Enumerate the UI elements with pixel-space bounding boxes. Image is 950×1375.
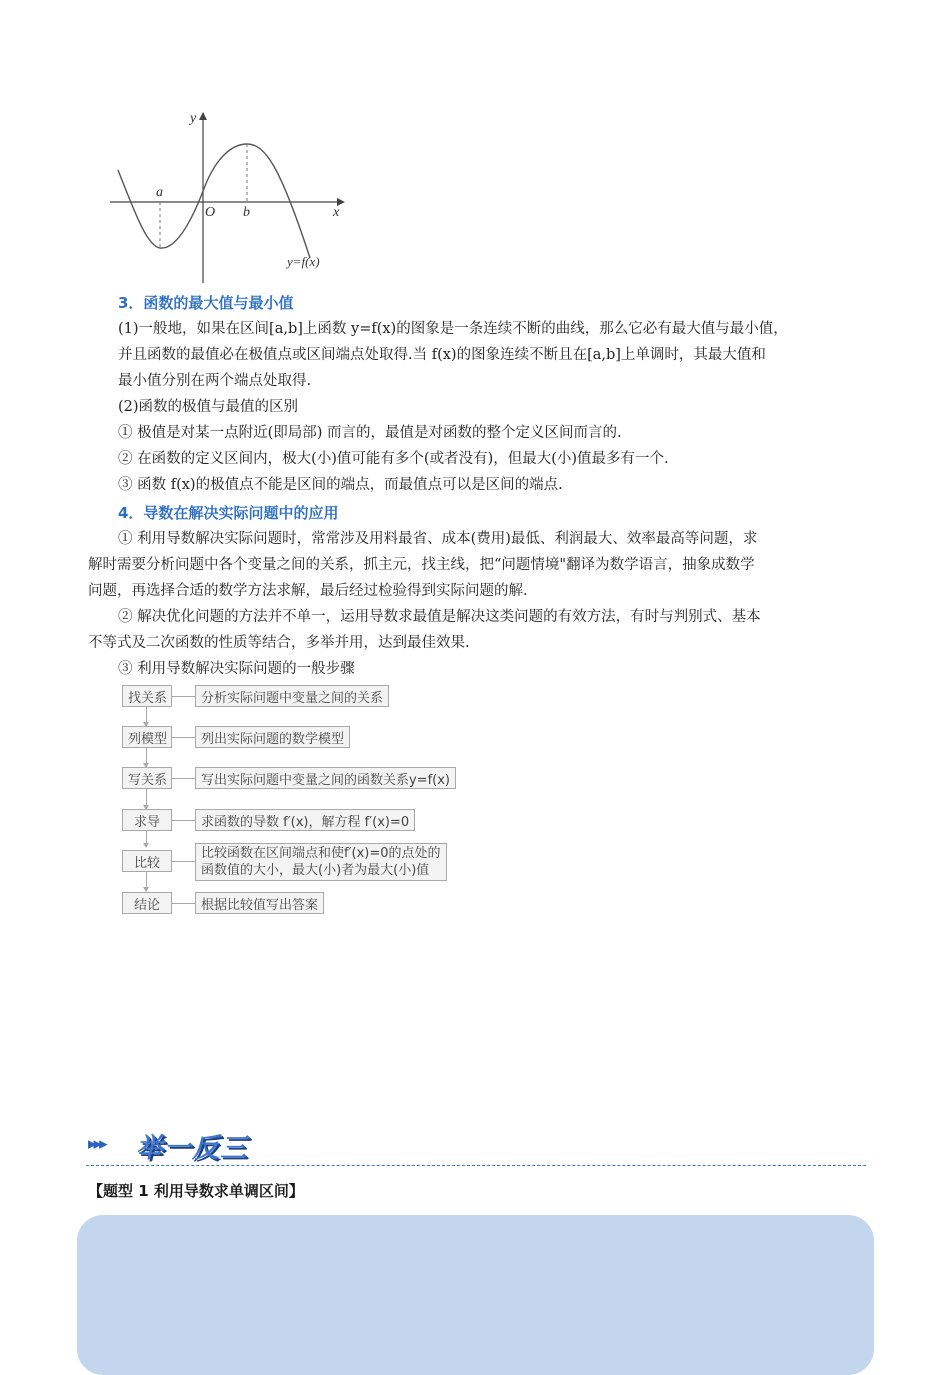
section-4-p3: ③ 利用导数解决实际问题的一般步骤 [118,661,355,677]
label-a: a [156,185,163,200]
flow-arrow-1 [146,707,147,726]
flow-step-2: 列模型 [122,726,172,748]
label-y: y [190,111,197,126]
label-origin: O [205,205,216,220]
section-3-p3: ① 极值是对某一点附近(即局部) 而言的，最值是对函数的整个定义区间而言的. [118,425,622,441]
flow-step-3: 写关系 [122,767,172,789]
question-panel [77,1215,874,1375]
flow-arrow-5 [146,872,147,891]
flow-desc-5 [195,843,447,881]
section-4-p2-line2: 不等式及二次函数的性质等结合，多举并用，达到最佳效果. [88,635,470,651]
banner-title: 举一反三 [136,1133,248,1164]
label-b: b [243,205,250,220]
flow-desc-2: 列出实际问题的数学模型 [195,726,350,748]
flow-arrow-2 [146,748,147,767]
flow-desc-5-line1: 比较函数在区间端点和使f′(x)=0的点处的 [201,846,441,861]
flow-step-4: 求导 [122,809,172,831]
flow-desc-6: 根据比较值写出答案 [195,892,324,914]
label-x: x [333,205,340,220]
section-3-p1-line1: (1)一般地，如果在区间[a,b]上函数 y=f(x)的图象是一条连续不断的曲线，那么它必有最大值与最小值， [118,321,788,337]
flow-arrow-3 [146,789,147,809]
section-4-p1-line1: ① 利用导数解决实际问题时，常常涉及用料最省、成本(费用)最低、利润最大、效率最高等问题，求 [118,531,758,547]
y-axis-arrow [199,112,207,120]
flow-step-5: 比较 [122,850,172,872]
label-curve: y=f(x) [287,254,320,269]
flow-desc-5-line2: 函数值的大小，最大(小)者为最大(小)值 [201,863,430,878]
flow-arrow-4 [146,831,147,847]
banner-divider [86,1165,866,1166]
section-4-p2-line1: ② 解决优化问题的方法并不单一，运用导数求最值是解决这类问题的有效方法，有时与判别式、基本 [118,609,761,625]
section-4-p1-line3: 问题，再选择合适的数学方法求解，最后经过检验得到实际问题的解. [88,583,528,599]
function-curve [118,144,310,258]
section-4-p1-line2: 解时需要分析问题中各个变量之间的关系，抓主元，找主线，把“问题情境"翻译为数学语言，抽象成数学 [88,557,755,573]
flow-step-1: 找关系 [122,685,172,707]
section-4-heading: 4．导数在解决实际问题中的应用 [118,504,339,522]
flow-desc-4: 求函数的导数 f′(x)，解方程 f′(x)=0 [195,809,415,831]
section-3-p1-line3: 最小值分别在两个端点处取得. [118,373,312,389]
flow-step-6: 结论 [122,892,172,914]
section-3-p4: ② 在函数的定义区间内，极大(小)值可能有多个(或者没有)，但最大(小)值最多有一个. [118,451,669,467]
section-3-p1-line2: 并且函数的最值必在极值点或区间端点处取得.当 f(x)的图象连续不断且在[a,b]上单调时，其最大值和 [118,347,766,363]
question-type-title: 【题型 1 利用导数求单调区间】 [88,1182,304,1200]
section-3-p2: (2)函数的极值与最值的区别 [118,399,299,415]
flow-desc-3: 写出实际问题中变量之间的函数关系y=f(x) [195,767,456,789]
steps-flowchart [118,682,468,922]
function-graph [105,108,350,286]
section-3-p5: ③ 函数 f(x)的极值点不能是区间的端点，而最值点可以是区间的端点. [118,477,563,493]
flow-desc-1: 分析实际问题中变量之间的关系 [195,685,389,707]
section-banner [86,1126,866,1168]
section-3-heading: 3．函数的最大值与最小值 [118,294,294,312]
banner-arrows-icon: ▸▸▸ [88,1134,105,1154]
